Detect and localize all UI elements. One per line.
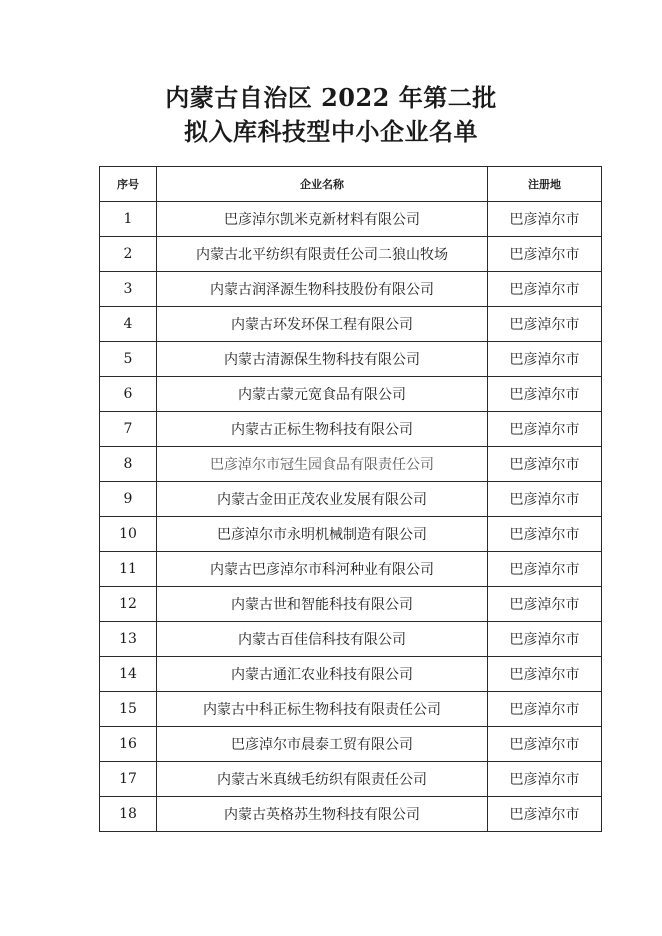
cell-registration-place: 巴彦淖尔市	[488, 517, 602, 552]
cell-enterprise-name: 内蒙古金田正茂农业发展有限公司	[157, 482, 488, 517]
cell-enterprise-name: 内蒙古米真绒毛纺织有限责任公司	[157, 762, 488, 797]
table-row	[100, 482, 602, 517]
cell-enterprise-name: 内蒙古蒙元宽食品有限公司	[157, 377, 488, 412]
cell-enterprise-name: 内蒙古中科正标生物科技有限责任公司	[157, 692, 488, 727]
table-row	[100, 447, 602, 482]
cell-serial-number: 12	[100, 587, 157, 622]
cell-serial-number: 5	[100, 342, 157, 377]
table-row	[100, 517, 602, 552]
cell-registration-place: 巴彦淖尔市	[488, 727, 602, 762]
cell-registration-place: 巴彦淖尔市	[488, 587, 602, 622]
cell-enterprise-name: 内蒙古通汇农业科技有限公司	[157, 657, 488, 692]
cell-serial-number: 10	[100, 517, 157, 552]
table-row	[100, 377, 602, 412]
cell-serial-number: 3	[100, 272, 157, 307]
cell-registration-place: 巴彦淖尔市	[488, 237, 602, 272]
cell-serial-number: 6	[100, 377, 157, 412]
cell-enterprise-name: 内蒙古百佳信科技有限公司	[157, 622, 488, 657]
cell-enterprise-name: 内蒙古清源保生物科技有限公司	[157, 342, 488, 377]
table-row	[100, 727, 602, 762]
cell-serial-number: 9	[100, 482, 157, 517]
table-row	[100, 202, 602, 237]
cell-serial-number: 13	[100, 622, 157, 657]
header-serial-number: 序号	[100, 167, 157, 202]
table-header-row	[100, 167, 602, 202]
table-row	[100, 272, 602, 307]
cell-enterprise-name: 内蒙古正标生物科技有限公司	[157, 412, 488, 447]
cell-registration-place: 巴彦淖尔市	[488, 412, 602, 447]
cell-registration-place: 巴彦淖尔市	[488, 692, 602, 727]
cell-registration-place: 巴彦淖尔市	[488, 307, 602, 342]
cell-registration-place: 巴彦淖尔市	[488, 482, 602, 517]
cell-serial-number: 1	[100, 202, 157, 237]
cell-serial-number: 15	[100, 692, 157, 727]
cell-enterprise-name: 内蒙古英格苏生物科技有限公司	[157, 797, 488, 832]
cell-enterprise-name: 巴彦淖尔市冠生园食品有限责任公司	[157, 447, 488, 482]
table-row	[100, 342, 602, 377]
header-enterprise-name: 企业名称	[157, 167, 488, 202]
cell-registration-place: 巴彦淖尔市	[488, 377, 602, 412]
cell-enterprise-name: 内蒙古巴彦淖尔市科河种业有限公司	[157, 552, 488, 587]
cell-registration-place: 巴彦淖尔市	[488, 552, 602, 587]
cell-serial-number: 8	[100, 447, 157, 482]
table-row	[100, 307, 602, 342]
cell-enterprise-name: 巴彦淖尔市晨泰工贸有限公司	[157, 727, 488, 762]
table-row	[100, 797, 602, 832]
cell-serial-number: 11	[100, 552, 157, 587]
cell-registration-place: 巴彦淖尔市	[488, 797, 602, 832]
table-row	[100, 762, 602, 797]
header-registration-place: 注册地	[488, 167, 602, 202]
cell-registration-place: 巴彦淖尔市	[488, 272, 602, 307]
document-title-line-1: 内蒙古自治区 2022 年第二批	[165, 83, 497, 112]
cell-enterprise-name: 内蒙古世和智能科技有限公司	[157, 587, 488, 622]
cell-registration-place: 巴彦淖尔市	[488, 342, 602, 377]
table-row	[100, 657, 602, 692]
table-row	[100, 692, 602, 727]
table-row	[100, 552, 602, 587]
table-row	[100, 412, 602, 447]
cell-serial-number: 14	[100, 657, 157, 692]
cell-enterprise-name: 巴彦淖尔市永明机械制造有限公司	[157, 517, 488, 552]
cell-serial-number: 2	[100, 237, 157, 272]
cell-enterprise-name: 内蒙古环发环保工程有限公司	[157, 307, 488, 342]
cell-registration-place: 巴彦淖尔市	[488, 447, 602, 482]
cell-serial-number: 7	[100, 412, 157, 447]
table-row	[100, 237, 602, 272]
cell-enterprise-name: 内蒙古润泽源生物科技股份有限公司	[157, 272, 488, 307]
cell-registration-place: 巴彦淖尔市	[488, 762, 602, 797]
table-row	[100, 587, 602, 622]
cell-registration-place: 巴彦淖尔市	[488, 202, 602, 237]
cell-enterprise-name: 内蒙古北平纺织有限责任公司二狼山牧场	[157, 237, 488, 272]
cell-serial-number: 16	[100, 727, 157, 762]
cell-serial-number: 18	[100, 797, 157, 832]
cell-enterprise-name: 巴彦淖尔凯米克新材料有限公司	[157, 202, 488, 237]
table-row	[100, 622, 602, 657]
cell-registration-place: 巴彦淖尔市	[488, 657, 602, 692]
cell-serial-number: 4	[100, 307, 157, 342]
enterprise-table	[99, 166, 602, 832]
cell-serial-number: 17	[100, 762, 157, 797]
cell-registration-place: 巴彦淖尔市	[488, 622, 602, 657]
document-title-line-2: 拟入库科技型中小企业名单	[184, 117, 478, 146]
